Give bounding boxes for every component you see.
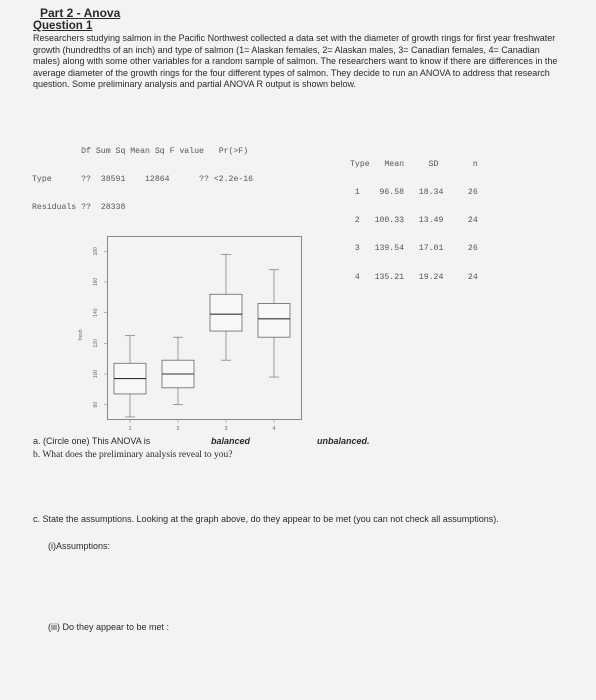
question-c-prompt: c. State the assumptions. Looking at the graph above, do they appear to be met (you can not check all assumptions). [33, 514, 499, 524]
y-tick-label: 140 [93, 308, 99, 317]
summary-row: 4 135.21 19.24 24 [350, 272, 478, 282]
y-tick-label: 100 [93, 369, 99, 379]
x-tick-label: 1 [128, 426, 132, 432]
anova-row-residuals: Residuals ?? 28338 [32, 203, 126, 213]
y-tick-label: 160 [93, 277, 99, 287]
x-tick-label: 2 [176, 426, 180, 432]
question-c-assumptions: (i)Assumptions: [48, 541, 111, 551]
anova-output [32, 128, 253, 222]
anova-row-type: Type ?? 38591 12864 ?? <2.2e-16 [32, 175, 254, 185]
y-tick-label: 120 [93, 339, 99, 348]
question-a-prompt: a. (Circle one) This ANOVA is [33, 436, 151, 446]
option-unbalanced[interactable]: unbalanced. [317, 436, 370, 446]
summary-row: 2 100.33 13.49 24 [350, 216, 478, 226]
summary-table [350, 141, 478, 292]
anova-header: Df Sum Sq Mean Sq F value Pr(>F) [32, 146, 249, 156]
y-tick-label: 180 [93, 247, 99, 256]
y-axis-label: fresh [78, 329, 84, 341]
option-balanced[interactable]: balanced [211, 436, 251, 446]
x-tick-label: 4 [272, 426, 276, 432]
question-title: Question 1 [33, 20, 93, 32]
boxplot-chart [60, 230, 320, 440]
x-tick-label: 3 [224, 426, 228, 432]
summary-header: Type Mean SD n [350, 159, 478, 169]
question-b-prompt: b. What does the preliminary analysis reveal to you? [33, 450, 233, 460]
box-iqr [210, 294, 242, 331]
summary-row: 3 139.54 17.01 26 [350, 244, 478, 254]
summary-row: 1 96.58 18.34 26 [350, 188, 478, 198]
box-iqr [258, 303, 290, 337]
question-c-met: (iii) Do they appear to be met : [48, 622, 170, 632]
intro-paragraph: Researchers studying salmon in the Pacific Northwest collected a data set with the diameter of growth rings for first year freshwater growth (hundredths of an inch) and type of salmon (1= Alaskan females, 2= Alaskan males, 3= Canadian females, 4= Canadian males) along with some other variables for a random sample of salmon. The researchers want to know if there are differences in the average diameter of the growth rings for the four different types of salmon. They decide to run an ANOVA to address that research question. Some preliminary analysis and partial ANOVA R output is shown below. [33, 33, 558, 90]
part-title: Part 2 - Anova [40, 6, 121, 20]
y-tick-label: 80 [93, 401, 99, 408]
